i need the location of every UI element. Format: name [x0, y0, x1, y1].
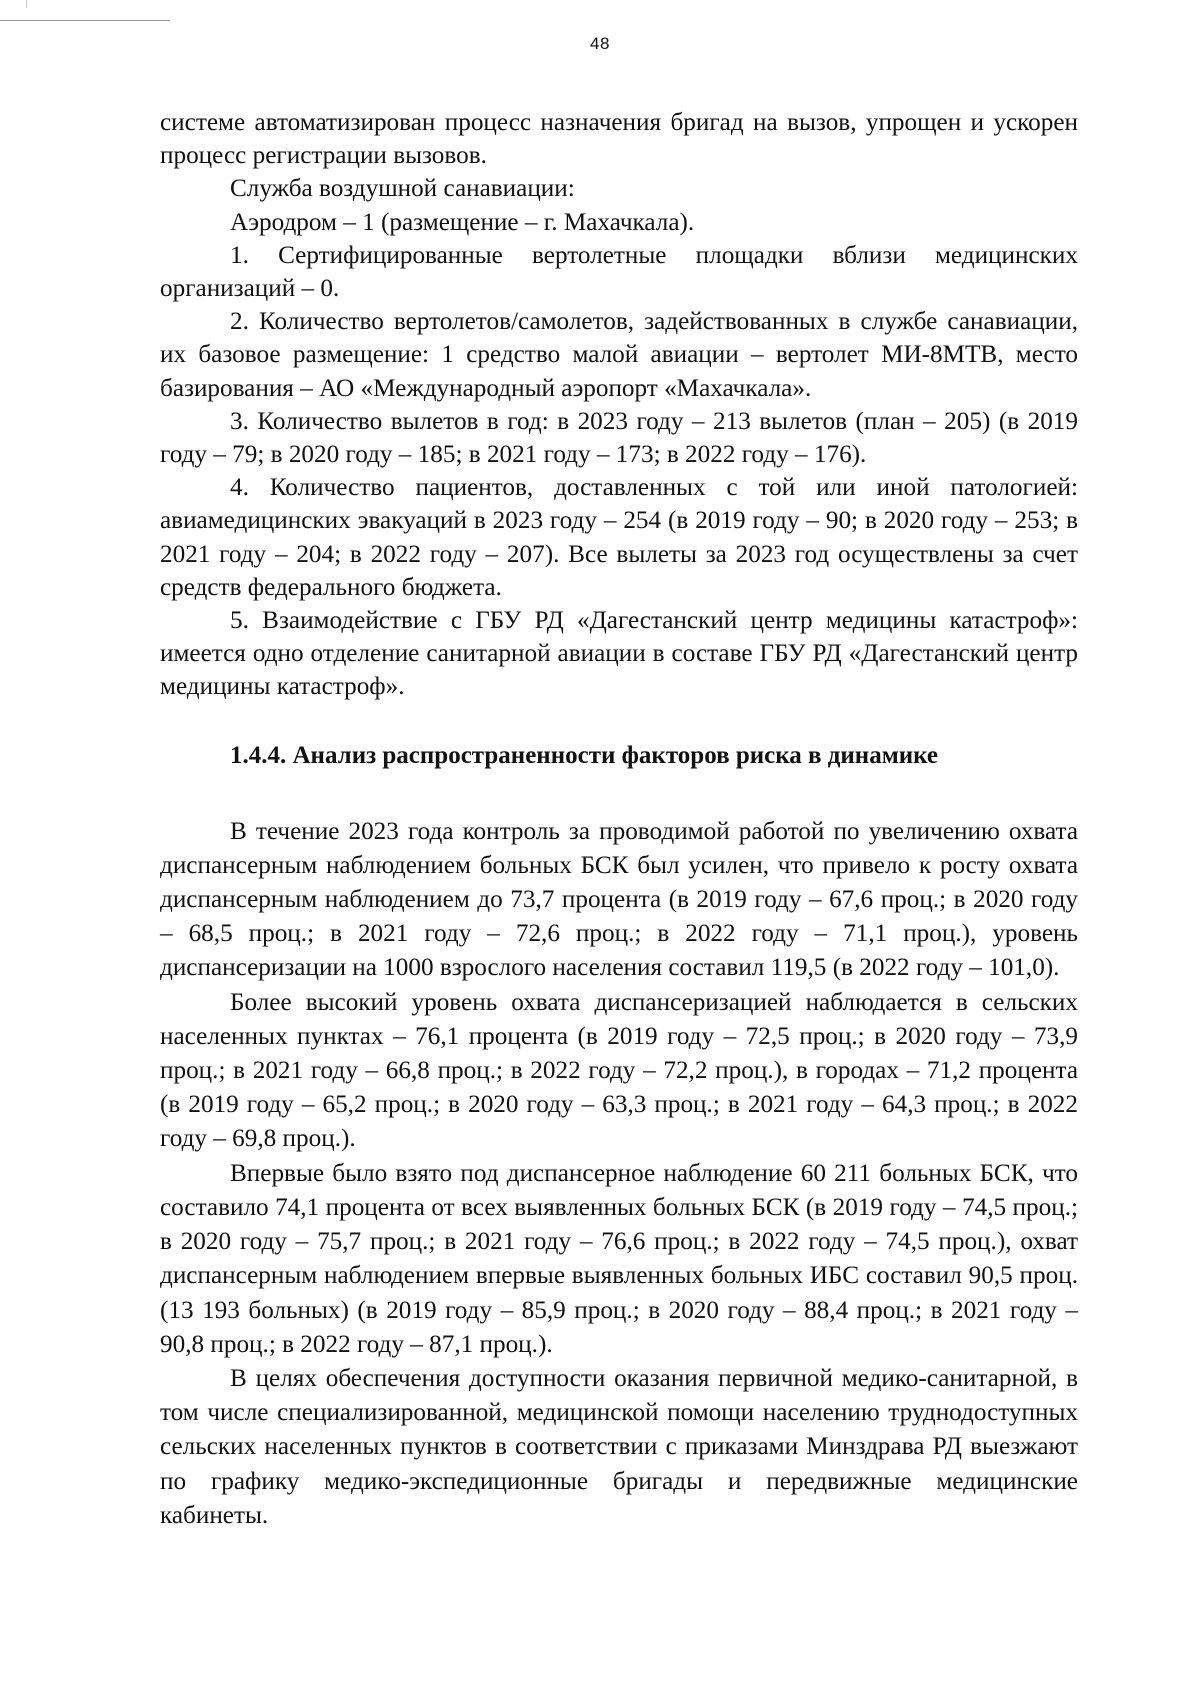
- paragraph-dispensary-coverage: В течение 2023 года контроль за проводимой работой по увеличению охвата диспансерным наблюдением больных БСК был усилен, что привело к росту охвата диспансерным наблюдением до 73,7 процента (в 2019 году – 67,6 проц.; в 2020 году – 68,5 проц.; в 2021 году – 72,6 проц.; в 2022 году – 71,1 проц.), уровень диспансеризации на 1000 взрослого населения составил 119,5 (в 2022 году – 101,0).: [160, 817, 1078, 982]
- list-item-3-flights: 3. Количество вылетов в год: в 2023 году – 213 вылетов (план – 205) (в 2019 году – 79; в 2020 году – 185; в 2021 году – 173; в 2022 году – 176).: [160, 407, 1078, 469]
- list-item-5-cooperation: 5. Взаимодействие с ГБУ РД «Дагестанский центр медицины катастроф»: имеется одно отделение санитарной авиации в составе ГБУ РД «Дагестанский центр медицины катастроф».: [160, 607, 1078, 701]
- page-number: 48: [590, 34, 610, 53]
- paragraph-air-ambulance-service: Служба воздушной санавиации:: [230, 175, 575, 203]
- document-body: [160, 106, 1078, 1533]
- paragraph-continuation: системе автоматизирован процесс назначения бригад на вызов, упрощен и ускорен процесс регистрации вызовов.: [160, 109, 1078, 170]
- paragraph-aerodrome: Аэродром – 1 (размещение – г. Махачкала).: [230, 208, 695, 236]
- scan-edge-line: [0, 20, 170, 21]
- scan-edge-mark: [26, 0, 27, 8]
- list-item-1-helipads: 1. Сертифицированные вертолетные площадки вблизи медицинских организаций – 0.: [160, 241, 1078, 303]
- list-item-4-patients: 4. Количество пациентов, доставленных с той или иной патологией: авиамедицинских эвакуаций в 2023 году – 254 (в 2019 году – 90; в 2020 году – 253; в 2021 году – 204; в 2022 году – 207). Все вылеты за 2023 год осуществлены за счет средств федерального бюджета.: [160, 474, 1078, 601]
- paragraph-mobile-teams: В целях обеспечения доступности оказания первичной медико-санитарной, в том числе специализированной, медицинской помощи населению труднодоступных сельских населенных пунктов в соответствии с приказами Минздрава РД выезжают по графику медико-экспедиционные бригады и передвижные медицинские кабинеты.: [160, 1364, 1078, 1529]
- list-item-2-aircraft: 2. Количество вертолетов/самолетов, задействованных в службе санавиации, их базовое размещение: 1 средство малой авиации – вертолет МИ-8МТВ, место базирования – АО «Международный аэропорт «Махачкала».: [160, 308, 1078, 402]
- section-heading: 1.4.4. Анализ распространенности факторов риска в динамике: [230, 741, 939, 769]
- paragraph-rural-urban-coverage: Более высокий уровень охвата диспансеризацией наблюдается в сельских населенных пунктах – 76,1 процента (в 2019 году – 72,5 проц.; в 2020 году – 73,9 проц.; в 2021 году – 66,8 проц.; в 2022 году – 72,2 проц.), в городах – 71,2 процента (в 2019 году – 65,2 проц.; в 2020 году – 63,3 проц.; в 2021 году – 64,3 проц.; в 2022 году – 69,8 проц.).: [160, 988, 1078, 1153]
- section-body: [160, 815, 1078, 1533]
- paragraph-new-patients: Впервые было взято под диспансерное наблюдение 60 211 больных БСК, что составило 74,1 процента от всех выявленных больных БСК (в 2019 году – 74,5 проц.; в 2020 году – 75,7 проц.; в 2021 году – 76,6 проц.; в 2022 году – 74,5 проц.), охват диспансерным наблюдением впервые выявленных больных ИБС составил 90,5 проц. (13 193 больных) (в 2019 году – 85,9 проц.; в 2020 году – 88,4 проц.; в 2021 году – 90,8 проц.; в 2022 году – 87,1 проц.).: [160, 1159, 1078, 1358]
